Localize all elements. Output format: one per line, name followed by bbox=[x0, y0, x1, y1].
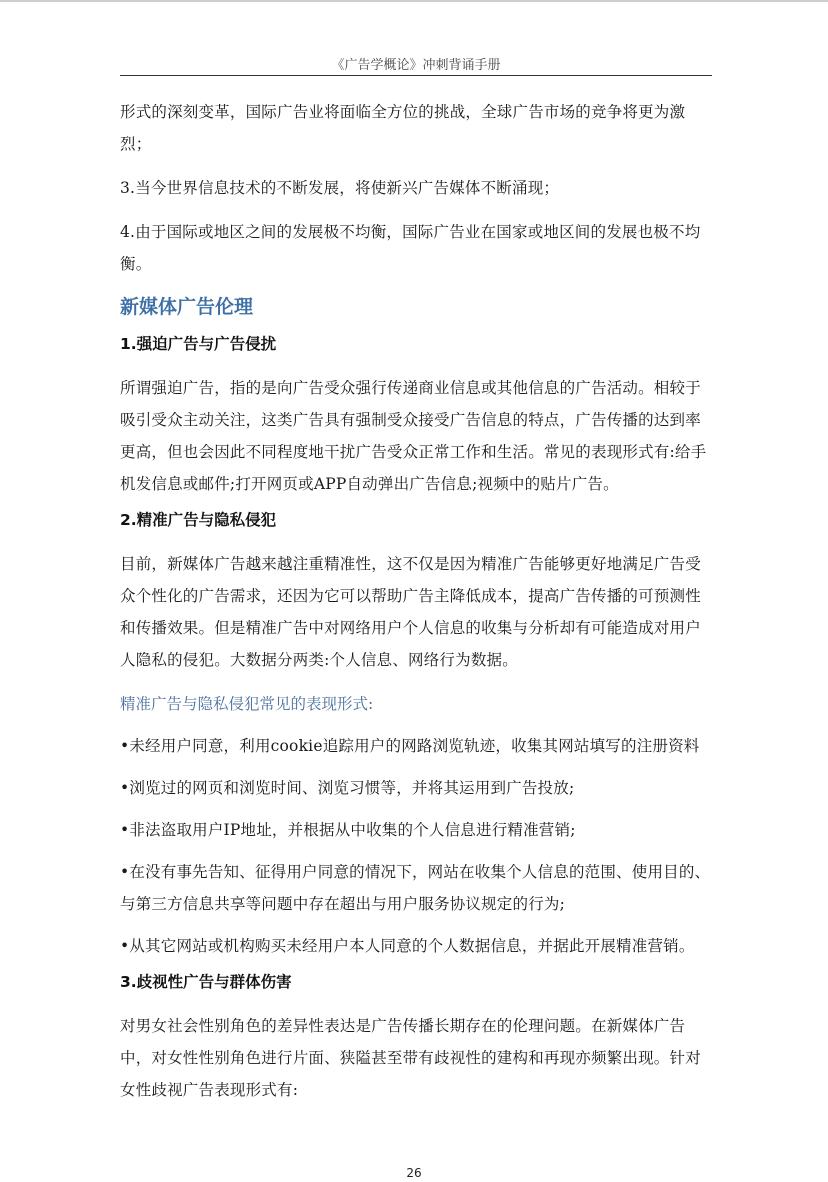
bullet-item: •未经用户同意，利用cookie追踪用户的网路浏览轨迹，收集其网站填写的注册资料 bbox=[120, 737, 700, 755]
paragraph-item-3: 3.当今世界信息技术的不断发展，将使新兴广告媒体不断涌现； bbox=[120, 179, 560, 197]
page-number: 26 bbox=[406, 1166, 422, 1180]
page-content bbox=[120, 96, 712, 1106]
top-border bbox=[0, 0, 828, 2]
paragraph-precision-ads: 目前，新媒体广告越来越注重精准性，这不仅是因为精准广告能够更好地满足广告受众个性化的广告需求，还因为它可以帮助广告主降低成本，提高广告传播的可预测性和传播效果。但是精准广告中对网络用户个人信息的收集与分析却有可能造成对用户人隐私的侵犯。大数据分两类:个人信息、网络行为数据。 bbox=[120, 555, 701, 669]
subheading-precision-ads: 2.精准广告与隐私侵犯 bbox=[120, 511, 277, 529]
running-header: 《广告学概论》冲刺背诵手册 bbox=[331, 58, 501, 73]
subheading-discriminatory-ads: 3.歧视性广告与群体伤害 bbox=[120, 973, 292, 991]
subheading-forced-ads: 1.强迫广告与广告侵扰 bbox=[120, 335, 277, 353]
paragraph-item-4: 4.由于国际或地区之间的发展极不均衡，国际广告业在国家或地区间的发展也极不均衡。 bbox=[120, 223, 701, 273]
header-rule bbox=[120, 75, 712, 76]
list-label-privacy-forms: 精准广告与隐私侵犯常见的表现形式: bbox=[120, 695, 374, 713]
bullet-item: •浏览过的网页和浏览时间、浏览习惯等，并将其运用到广告投放; bbox=[120, 779, 575, 797]
paragraph-intro-continued: 形式的深刻变革，国际广告业将面临全方位的挑战，全球广告市场的竞争将更为激烈； bbox=[120, 103, 686, 153]
bullet-item: •从其它网站或机构购买未经用户本人同意的个人数据信息，并据此开展精准营销。 bbox=[120, 937, 695, 955]
paragraph-discriminatory-ads: 对男女社会性别角色的差异性表达是广告传播长期存在的伦理问题。在新媒体广告中，对女性性别角色进行片面、狭隘甚至带有歧视性的建构和再现亦频繁出现。针对女性歧视广告表现形式有: bbox=[120, 1017, 701, 1099]
bullet-item: •在没有事先告知、征得用户同意的情况下，网站在收集个人信息的范围、使用目的、与第三方信息共享等问题中存在超出与用户服务协议规定的行为; bbox=[120, 863, 711, 913]
section-heading-new-media-ethics: 新媒体广告伦理 bbox=[120, 296, 254, 318]
bullet-item: •非法盗取用户IP地址，并根据从中收集的个人信息进行精准营销; bbox=[120, 821, 576, 839]
paragraph-forced-ads: 所谓强迫广告，指的是向广告受众强行传递商业信息或其他信息的广告活动。相较于吸引受众主动关注，这类广告具有强制受众接受广告信息的特点，广告传播的达到率更高，但也会因此不同程度地干扰广告受众正常工作和生活。常见的表现形式有:给手机发信息或邮件;打开网页或APP自动弹出广告信息;视频中的贴片广告。 bbox=[120, 379, 707, 493]
